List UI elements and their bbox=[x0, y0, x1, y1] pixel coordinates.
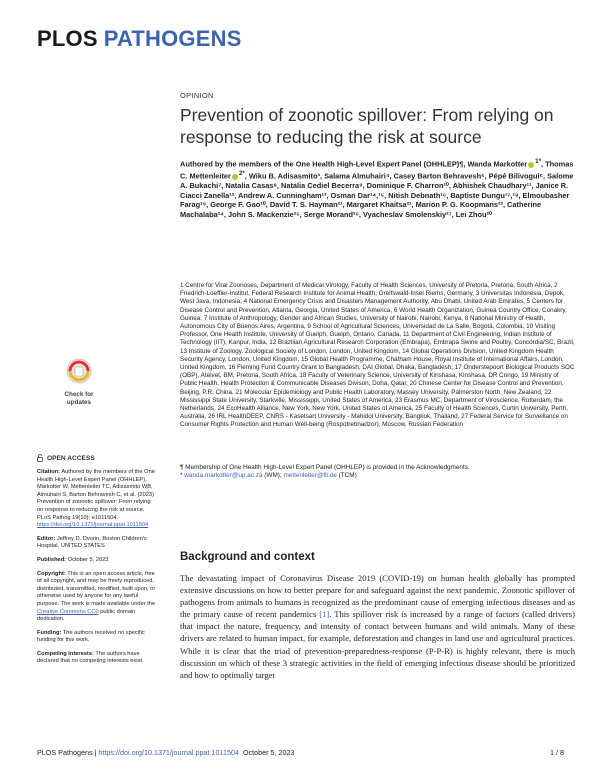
author-mettenleiter: , Thomas C. Mettenleiter bbox=[180, 159, 574, 181]
open-lock-icon bbox=[37, 454, 43, 462]
body-paragraph: The devastating impact of Coronavirus Disease 2019 (COVID-19) on human health globally has prompted extensive discussions on how to better prepare for and safeguard against the next pandemic. Zoonotic spillover of pathogens from animals to humans is recognized as the predominant cause of emerging infectious diseases and as the primary cause of recent pandemics [1]. This spillover risk is increased by a range of factors (called drivers) that impact the nature, frequency, and intensity of contact between humans and wild animals. Many of these drivers are related to human impact, for example, deforestation and changes in land use and agricultural practices. While it is clear that the triad of prevention-preparedness-response (P-P-R) is highly relevant, there is much discussion on which of these 3 strategic activities in the field of emerging infectious disease should be prioritized and how to optimally target bbox=[180, 573, 575, 680]
page-footer: PLOS Pathogens | https://doi.org/10.1371/journal.ppat.1011504 October 5, 2023 bbox=[37, 748, 295, 757]
section-heading: Background and context bbox=[180, 551, 315, 563]
article-type-label: OPINION bbox=[180, 91, 214, 100]
citation-block: Citation: Authored by the members of the One Health High-Level Expert Panel (OHHLEP), Markotter W, Mettenleiter TC, Adisasmito WB, Almuhairi S, Barton Behravesh C, et al. (2023) Prevention of zoonotic spillover: From relying on response to reducing the risk at source. PLoS Pathog 19(10): e1011504. https://doi.org/10.1371/journal.ppat.1011504 bbox=[37, 469, 155, 529]
cc0-link[interactable]: Creative Commons CC0 bbox=[37, 608, 99, 615]
published-block: Published: October 5, 2023 bbox=[37, 556, 109, 563]
affiliations: 1 Centre for Viral Zoonoses, Department of Medical Virology, Faculty of Health Sciences, University of Pretoria, Pretoria, South Africa, 2 Friedrich-Loeffler-Institut, Federal Research Institute for Animal Health, Greifswald-Insel Riems, Germany, 3 Universitas Indonesia, Depok, West Java, Indonesia, 4 National Emergency Crisis and Disasters Management Authority, Abu Dhabi, United Arab Emirates, 5 Centers for Disease Control and Prevention, Atlanta, Georgia, United States of America, 6 World Health Organization, Guinea Country Office, Conakry, Guinea, 7 Institute of Anthropology, Gender and African Studies, University of Nairobi, Nairobi, Kenya, 8 National Ministry of Health, Autonomous City of Buenos Aires, Argentina, 9 School of Agricultural Sciences, Universidad de La Salle, Bogotá, Colombia, 10 Visiting Professor, One Health Institute, University of Guelph, Guelph, Ontario, Canada, 11 Department of Civil Engineering, Indian Institute of Technology (IIT), Kanpur, India, 12 Brazilian Agricultural Research Corporation (Embrapa), Embrapa Swine and Poultry, Concórdia/SC, Brazil, 13 Institute of Zoology, Zoological Society of London, London, United Kingdom, 14 Global Operations Division, United Kingdom Health Security Agency, London, United Kingdom, 15 Global Health Programme, Chatham House, Royal Institute of International Affairs, London, United Kingdom, 16 Fleming Fund Country Grant to Bangladesh, DAI Global, Dhaka, Bangladesh, 17 Onderstepoort Biological Products SOC (OBP), Ateivet, BM, Pretoria, South Africa, 18 Faculty of Veterinary Science, University of Kinshasa, Kinshasa, DR Congo, 19 Ministry of Public Health, Health Protection & Communicable Diseases Divison, Doha, Qatar, 20 Chinese Center for Disease Control and Prevention, Beijing, P.R. China, 21 Molecular Epidemiology and Public Health Laboratory, Massey University, Palmerston North, New Zealand, 22 Mississippi State University, Starkville, Mississippi, United States of America, 23 Erasmus MC, Department of Viroscience, Rotterdam, the Netherlands, 24 EcoHealth Alliance, New York, New York, United States of America, 25 Faculty of Health Sciences, Curtin University, Perth, Australia, 26 IRL HealthDEEP, CNRS - Kasetsart University - Mahidol University, Bangkok, Thailand, 27 Federal Service for Surveillance on Consumer Rights Protection and Human Well-being (Rospotrebnadzor), Moscow, Russian Federation bbox=[180, 282, 575, 429]
article-title: Prevention of zoonotic spillover: From relying on response to reducing the risk at source bbox=[180, 105, 554, 147]
competing-interests-block: Competing interests: The authors have declared that no competing interests exist. bbox=[37, 650, 144, 665]
authors-rest: , Wiku B. Adisasmito³, Salama Almuhairi⁴, Casey Barton Behravesh⁵, Pépé Bilivogui⁶, Salome A. Bukachi⁷, Natalia Casas⁸, Natalia Cediel Becerra⁹, Dominique F. Charron¹⁰, Abhishek Chaudhary¹¹, Janice R. Ciacci Zanella¹², Andrew A. Cunningham¹³, Osman Dar¹⁴,¹⁵, Nitish Debnath¹⁶, Baptiste Dungu¹⁷,¹⁸, Elmoubasher Farag¹⁹, George F. Gao²⁰, David T. S. Hayman²¹, Margaret Khaitsa²², Marion P. G. Koopmans²³, Catherine Machalaba²⁴, John S. Mackenzie²⁵, Serge Morand²⁶, Vyacheslav Smolenskiy²⁷, Lei Zhou²⁰ bbox=[180, 171, 574, 219]
doi-link[interactable]: https://doi.org/10.1371/journal.ppat.1011504 bbox=[37, 522, 149, 529]
copyright-block: Copyright: This is an open access article, free of all copyright, and may be freely reproduced, distributed, transmitted, modified, built upon, or otherwise used by anyone for any lawful purpose. The work is made available under the Creative Commons CC0 public domain dedication. bbox=[37, 570, 156, 623]
author-markotter-affil: 1* bbox=[535, 158, 541, 165]
orcid-icon[interactable] bbox=[232, 174, 238, 180]
open-access-badge: OPEN ACCESS bbox=[37, 454, 95, 462]
correspondence-note: * wanda.markotter@up.ac.za (WM); mettenleiter@fli.de (TCM) bbox=[180, 472, 357, 480]
membership-note: ¶ Membership of One Health High-Level Expert Panel (OHHLEP) is provided in the Acknowledgments. bbox=[180, 464, 470, 471]
check-updates-icon bbox=[66, 358, 92, 384]
page-number: 1 / 8 bbox=[550, 748, 564, 757]
journal-name-pathogens: PATHOGENS bbox=[103, 26, 242, 51]
funding-block: Funding: The authors received no specific funding for this work. bbox=[37, 629, 145, 644]
editor-block: Editor: Jeffrey D. Dvorin, Boston Children's Hospital, UNITED STATES bbox=[37, 535, 147, 550]
citation-ref-1[interactable]: [1] bbox=[319, 609, 330, 620]
author-notes bbox=[180, 464, 575, 481]
journal-name-plos: PLOS bbox=[37, 26, 98, 51]
email-link-markotter[interactable]: wanda.markotter@up.ac.za bbox=[184, 472, 263, 480]
authors-intro: Authored by the members of the One Health High-Level Expert Panel (OHHLEP)¶, bbox=[180, 159, 466, 169]
orcid-icon[interactable] bbox=[528, 162, 534, 168]
footer-doi-link[interactable]: https://doi.org/10.1371/journal.ppat.1011504 bbox=[98, 748, 239, 757]
check-updates-label: Check for updates bbox=[64, 391, 94, 406]
email-link-mettenleiter[interactable]: mettenleiter@fli.de bbox=[283, 472, 337, 480]
author-list bbox=[180, 157, 575, 220]
check-for-updates-badge[interactable] bbox=[60, 358, 98, 406]
footer-date: October 5, 2023 bbox=[242, 748, 295, 757]
journal-logo bbox=[37, 26, 242, 52]
author-markotter: Wanda Markotter bbox=[467, 159, 528, 169]
author-mettenleiter-affil: 2* bbox=[238, 170, 245, 178]
article-metadata-sidebar bbox=[37, 469, 157, 672]
